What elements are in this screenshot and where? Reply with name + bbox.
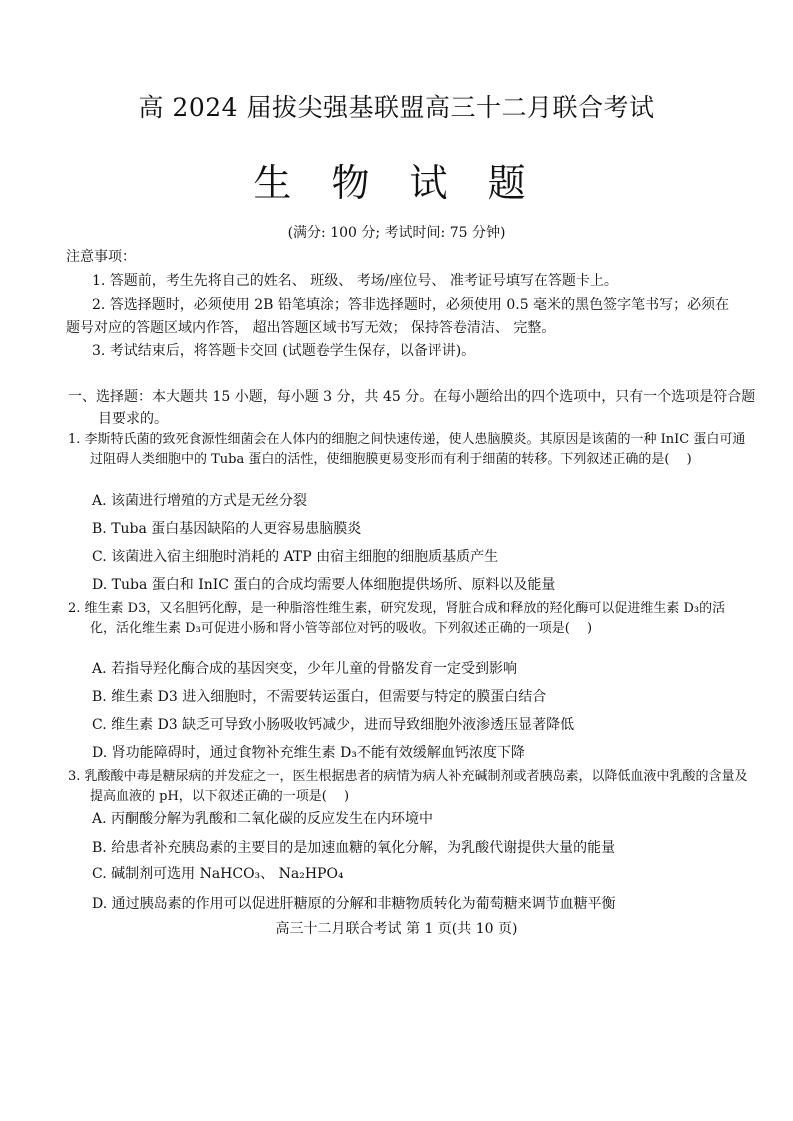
exam-meta: (满分: 100 分; 考试时间: 75 分钟) bbox=[287, 225, 506, 241]
question-1-stem: 1. 李斯特氏菌的致死食源性细菌会在人体内的细胞之间快速传递，使人患脑膜炎。其原因是该菌的一种 InIC 蛋白可通过阻碍人类细胞中的 Tuba 蛋白的活性，使细胞膜更易变形而有利于细菌的转移。下列叙述正确的是( ) bbox=[68, 432, 746, 467]
exam-title: 高 2024 届拔尖强基联盟高三十二月联合考试 bbox=[138, 93, 655, 122]
subject-title: 生 物 试 题 bbox=[253, 161, 540, 205]
question-1-option-c: C. 该菌进入宿主细胞时消耗的 ATP 由宿主细胞的细胞质基质产生 bbox=[92, 549, 499, 565]
question-2-option-c: C. 维生素 D3 缺乏可导致小肠吸收钙减少，进而导致细胞外液渗透压显著降低 bbox=[92, 717, 575, 733]
question-2-option-d: D. 肾功能障碍时，通过食物补充维生素 D₃不能有效缓解血钙浓度下降 bbox=[92, 745, 525, 761]
question-1-option-b: B. Tuba 蛋白基因缺陷的人更容易患脑膜炎 bbox=[92, 521, 362, 537]
question-1-option-a: A. 该菌进行增殖的方式是无丝分裂 bbox=[92, 493, 308, 509]
page-footer: 高三十二月联合考试 第 1 页(共 10 页) bbox=[275, 921, 518, 937]
question-2-option-a: A. 若指导羟化酶合成的基因突变，少年儿童的骨骼发育一定受到影响 bbox=[92, 661, 518, 677]
section-heading: 一、选择题：本大题共 15 小题，每小题 3 分，共 45 分。在每小题给出的四个选项中，只有一个选项是符合题目要求的。 bbox=[68, 389, 756, 427]
notice-item-1: 1. 答题前，考生先将自己的姓名、 班级、 考场/座位号、 准考证号填写在答题卡上。 bbox=[92, 273, 618, 289]
question-2-stem: 2. 维生素 D3，又名胆钙化醇，是一种脂溶性维生素，研究发现，肾脏合成和释放的羟化酶可以促进维生素 D₃的活化，活化维生素 D₃可促进小肠和肾小管等部位对钙的吸收。下列叙述正确的一项是( ) bbox=[68, 601, 726, 636]
question-3-option-c: C. 碱制剂可选用 NaHCO₃、 Na₂HPO₄ bbox=[92, 866, 344, 882]
notice-item-2: 2. 答选择题时，必须使用 2B 铅笔填涂；答非选择题时，必须使用 0.5 毫米的黑色签字笔书写；必须在题号对应的答题区域内作答， 超出答题区域书写无效； 保持答卷清洁、 完整。 bbox=[66, 297, 730, 336]
question-2-option-b: B. 维生素 D3 进入细胞时，不需要转运蛋白，但需要与特定的膜蛋白结合 bbox=[92, 689, 547, 705]
question-3-option-d: D. 通过胰岛素的作用可以促进肝糖原的分解和非糖物质转化为葡萄糖来调节血糖平衡 bbox=[92, 896, 616, 912]
question-3-option-a: A. 丙酮酸分解为乳酸和二氧化碳的反应发生在内环境中 bbox=[92, 811, 434, 827]
question-1-option-d: D. Tuba 蛋白和 InIC 蛋白的合成均需要人体细胞提供场所、原料以及能量 bbox=[92, 577, 556, 593]
question-3-stem: 3. 乳酸酸中毒是糖尿病的并发症之一，医生根据患者的病情为病人补充碱制剂或者胰岛素，以降低血液中乳酸的含量及提高血液的 pH，以下叙述正确的一项是( ) bbox=[68, 769, 748, 804]
question-3-option-b: B. 给患者补充胰岛素的主要目的是加速血糖的氧化分解，为乳酸代谢提供大量的能量 bbox=[92, 840, 616, 856]
notice-item-3: 3. 考试结束后，将答题卡交回 (试题卷学生保存，以备评讲)。 bbox=[92, 343, 476, 359]
notice-heading: 注意事项： bbox=[66, 249, 136, 265]
